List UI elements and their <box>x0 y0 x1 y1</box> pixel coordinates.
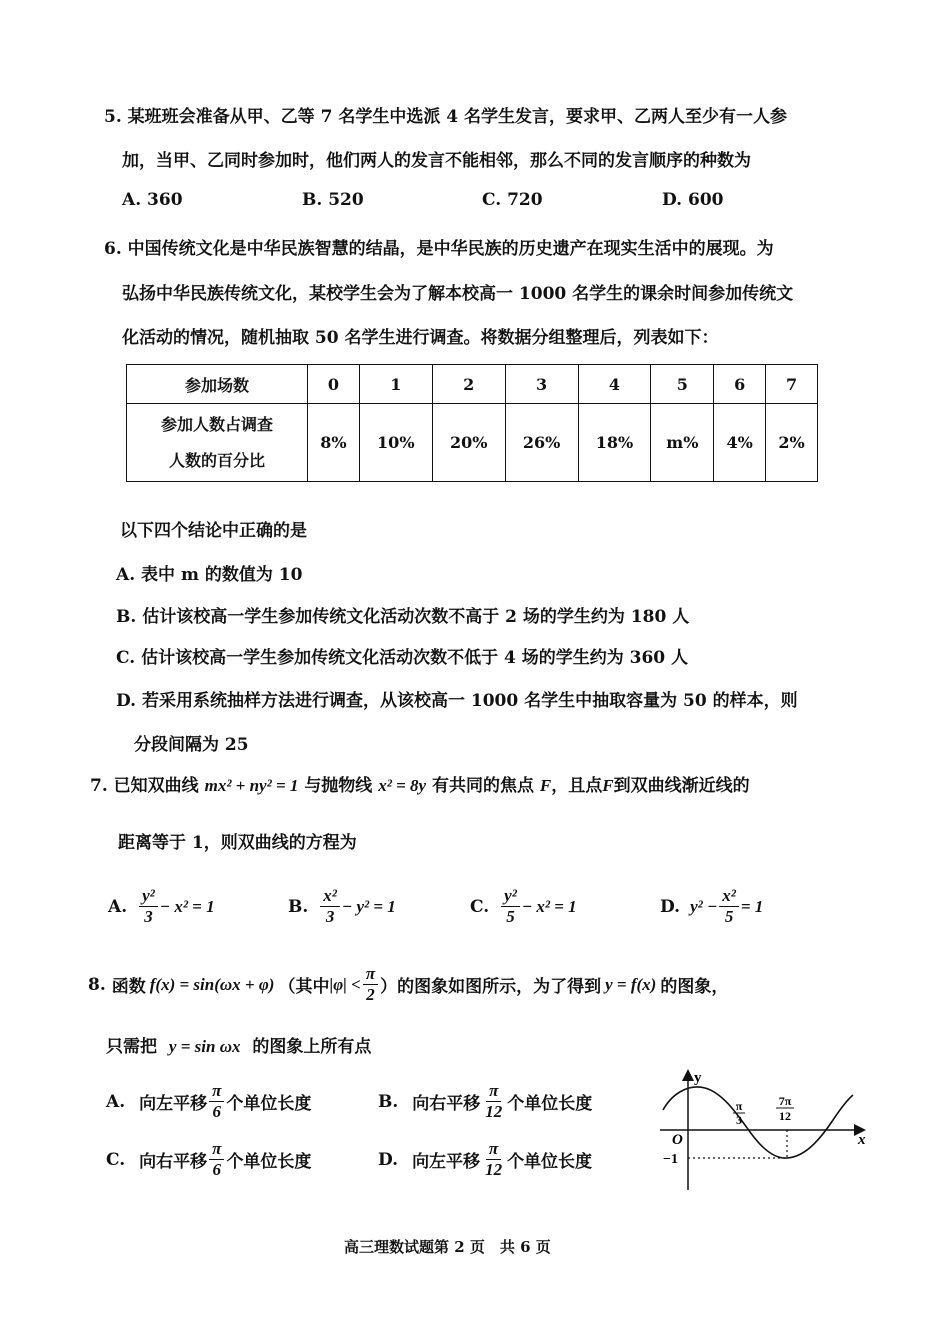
x-axis-label: x <box>858 1132 866 1148</box>
q5-line1: 5. 某班班会准备从甲、乙等 7 名学生中选派 4 名学生发言，要求甲、乙两人至少有一人参 <box>104 107 787 127</box>
q5-option-b: B. 520 <box>302 190 364 210</box>
q5-option-c: C. 720 <box>482 190 543 210</box>
q6-line1: 6. 中国传统文化是中华民族智慧的结晶，是中华民族的历史遗产在现实生活中的展现。为 <box>104 239 774 259</box>
q5-option-a: A. 360 <box>122 190 183 210</box>
sine-curve <box>663 1087 853 1158</box>
q8-option-d: D. 向左平移 $\frac{\pi}{12}$ 个单位长度 <box>378 1139 593 1179</box>
q5-line2: 加，当甲、乙同时参加时，他们两人的发言不能相邻，那么不同的发言顺序的种数为 <box>122 151 751 171</box>
tick-7pi-over-12-den: 12 <box>779 1109 791 1123</box>
q8-option-a: A. 向左平移 $\frac{\pi}{6}$ 个单位长度 <box>106 1081 312 1121</box>
table-col: 7 <box>766 365 818 404</box>
table-cell: m% <box>651 404 714 482</box>
q8-function-eq: f(x) = sin(ωx + φ) <box>149 974 275 994</box>
table-cell: 20% <box>432 404 505 482</box>
q6-option-d-line2: 分段间隔为 25 <box>134 735 249 755</box>
table-col: 1 <box>359 365 432 404</box>
q7-line1: 7. 已知双曲线 mx² + ny² = 1 与抛物线 x² = 8y 有共同的焦点 F，且点F到双曲线渐近线的 <box>90 776 750 796</box>
origin-label: O <box>672 1132 683 1148</box>
table-row <box>127 404 818 482</box>
table-col: 3 <box>505 365 578 404</box>
q8-sine-graph <box>655 1062 885 1192</box>
q7-option-b: B. $\frac{\text{x²}}{3}$ − y² = 1 <box>288 886 396 926</box>
tick-7pi-over-12-num: 7π <box>778 1094 792 1108</box>
table-cell: 10% <box>359 404 432 482</box>
q6-prompt: 以下四个结论中正确的是 <box>120 521 307 541</box>
table-col: 4 <box>578 365 651 404</box>
table-row <box>127 365 818 404</box>
table-cell: 8% <box>308 404 360 482</box>
q8-line2: 只需把 y = sin ωx 的图象上所有点 <box>106 1037 372 1057</box>
table-cell: 2% <box>766 404 818 482</box>
tick-pi-over-3-den: 3 <box>736 1113 742 1127</box>
q7-parabola-eq: x² = 8y <box>378 776 427 795</box>
q7-hyperbola-eq: mx² + ny² = 1 <box>204 776 299 795</box>
neg-one-label: −1 <box>663 1152 678 1167</box>
y-axis-label: y <box>694 1070 702 1086</box>
q8-option-b: B. 向右平移 $\frac{\pi}{12}$ 个单位长度 <box>378 1081 593 1121</box>
table-col: 6 <box>714 365 766 404</box>
table-cell: 18% <box>578 404 651 482</box>
q6-option-d-line1: D. 若采用系统抽样方法进行调查，从该校高一 1000 名学生中抽取容量为 50 的样本，则 <box>116 691 798 711</box>
q8-option-c: C. 向右平移 $\frac{\pi}{6}$ 个单位长度 <box>106 1139 312 1179</box>
q7-line2: 距离等于 1，则双曲线的方程为 <box>118 833 357 853</box>
tick-pi-over-3-num: π <box>735 1099 743 1113</box>
q7-option-c: C. $\frac{\text{y²}}{5}$ − x² = 1 <box>470 886 577 926</box>
q6-option-c: C. 估计该校高一学生参加传统文化活动次数不低于 4 场的学生约为 360 人 <box>116 648 689 668</box>
q6-line3: 化活动的情况，随机抽取 50 名学生进行调查。将数据分组整理后，列表如下： <box>122 328 719 348</box>
table-header-games: 参加场数 <box>127 365 308 404</box>
q6-option-b: B. 估计该校高一学生参加传统文化活动次数不高于 2 场的学生约为 180 人 <box>116 607 690 627</box>
table-cell: 4% <box>714 404 766 482</box>
q6-line2: 弘扬中华民族传统文化，某校学生会为了解本校高一 1000 名学生的课余时间参加传统文 <box>122 284 794 304</box>
q8-line1: 8. 函数 f(x) = sin(ωx + φ) （其中 |φ| < $\frac{\pi}{2}$ ）的图象如图所示，为了得到 y = f(x) 的图象， <box>88 964 729 1004</box>
table-col: 5 <box>651 365 714 404</box>
q5-option-d: D. 600 <box>662 190 724 210</box>
page-footer: 高三理数试题第 2 页 共 6 页 <box>344 1238 551 1256</box>
q6-data-table <box>126 364 818 482</box>
table-cell: 26% <box>505 404 578 482</box>
table-col: 0 <box>308 365 360 404</box>
table-col: 2 <box>432 365 505 404</box>
q7-option-a: A. $\frac{\text{y²}}{3}$ − x² = 1 <box>108 886 215 926</box>
q7-option-d: D. y² − $\frac{\text{x²}}{5}$ = 1 <box>660 886 764 926</box>
table-header-percent: 参加人数占调查 人数的百分比 <box>127 404 308 482</box>
q6-option-a: A. 表中 m 的数值为 10 <box>116 565 303 585</box>
